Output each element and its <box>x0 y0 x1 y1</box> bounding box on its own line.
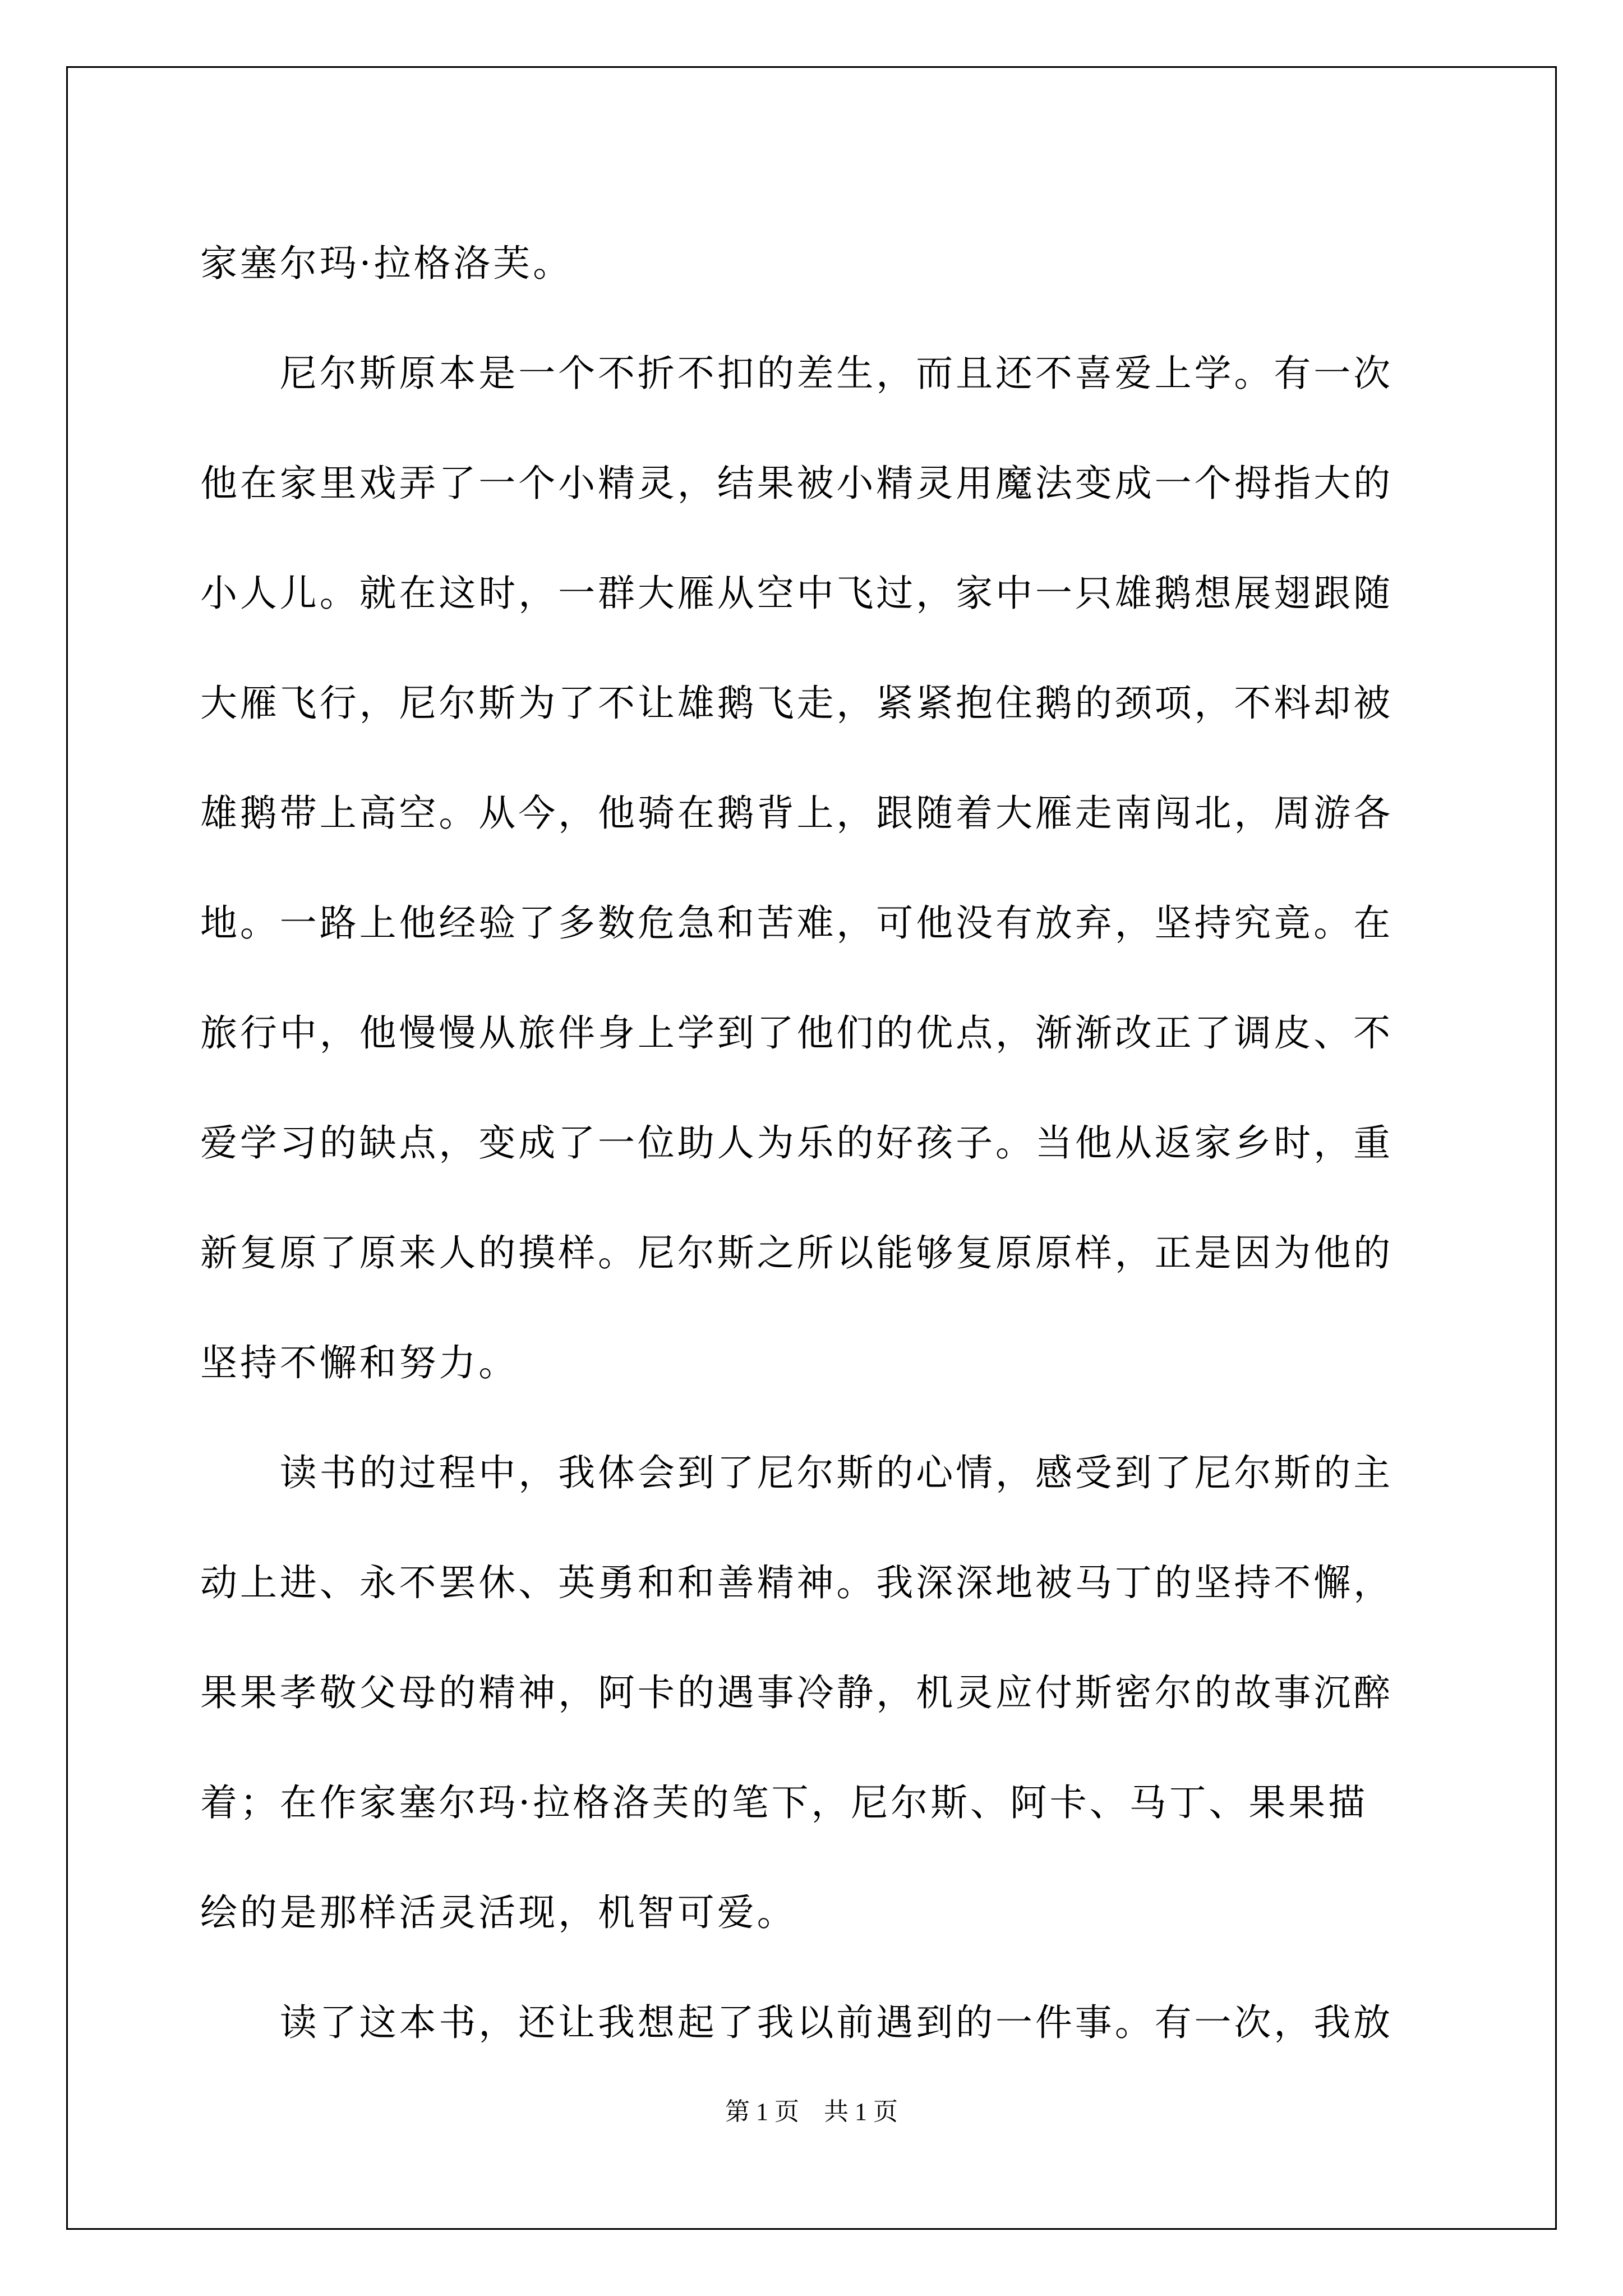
page-footer: 第 1 页 共 1 页 <box>725 2098 898 2125</box>
text-line: 他在家里戏弄了一个小精灵，结果被小精灵用魔法变成一个拇指大的 <box>200 462 1393 505</box>
text-line: 旅行中，他慢慢从旅伴身上学到了他们的优点，渐渐改正了调皮、不 <box>200 1011 1393 1055</box>
text-line: 着；在作家塞尔玛·拉格洛芙的笔下，尼尔斯、阿卡、马丁、果果描 <box>200 1781 1368 1824</box>
text-line: 绘的是那样活灵活现，机智可爱。 <box>200 1891 797 1934</box>
text-line: 小人儿。就在这时，一群大雁从空中飞过，家中一只雄鹅想展翅跟随 <box>200 572 1393 615</box>
text-line: 雄鹅带上高空。从今，他骑在鹅背上，跟随着大雁走南闯北，周游各 <box>200 792 1393 835</box>
text-line: 读书的过程中，我体会到了尼尔斯的心情，感受到了尼尔斯的主 <box>200 1451 1393 1494</box>
document-body <box>200 209 1428 2078</box>
text-line: 尼尔斯原本是一个不折不扣的差生，而且还不喜爱上学。有一次 <box>200 352 1393 395</box>
text-line: 爱学习的缺点，变成了一位助人为乐的好孩子。当他从返家乡时，重 <box>200 1121 1393 1165</box>
text-line: 读了这本书，还让我想起了我以前遇到的一件事。有一次，我放 <box>200 2001 1393 2044</box>
text-line: 大雁飞行，尼尔斯为了不让雄鹅飞走，紧紧抱住鹅的颈项，不料却被 <box>200 682 1393 725</box>
text-line: 动上进、永不罢休、英勇和和善精神。我深深地被马丁的坚持不懈， <box>200 1561 1393 1604</box>
text-line: 地。一路上他经验了多数危急和苦难，可他没有放弃，坚持究竟。在 <box>200 901 1393 945</box>
text-line: 坚持不懈和努力。 <box>200 1341 519 1384</box>
text-line: 新复原了原来人的摸样。尼尔斯之所以能够复原原样，正是因为他的 <box>200 1231 1393 1274</box>
text-line: 家塞尔玛·拉格洛芙。 <box>200 242 573 285</box>
text-line: 果果孝敬父母的精神，阿卡的遇事冷静，机灵应付斯密尔的故事沉醉 <box>200 1671 1393 1714</box>
